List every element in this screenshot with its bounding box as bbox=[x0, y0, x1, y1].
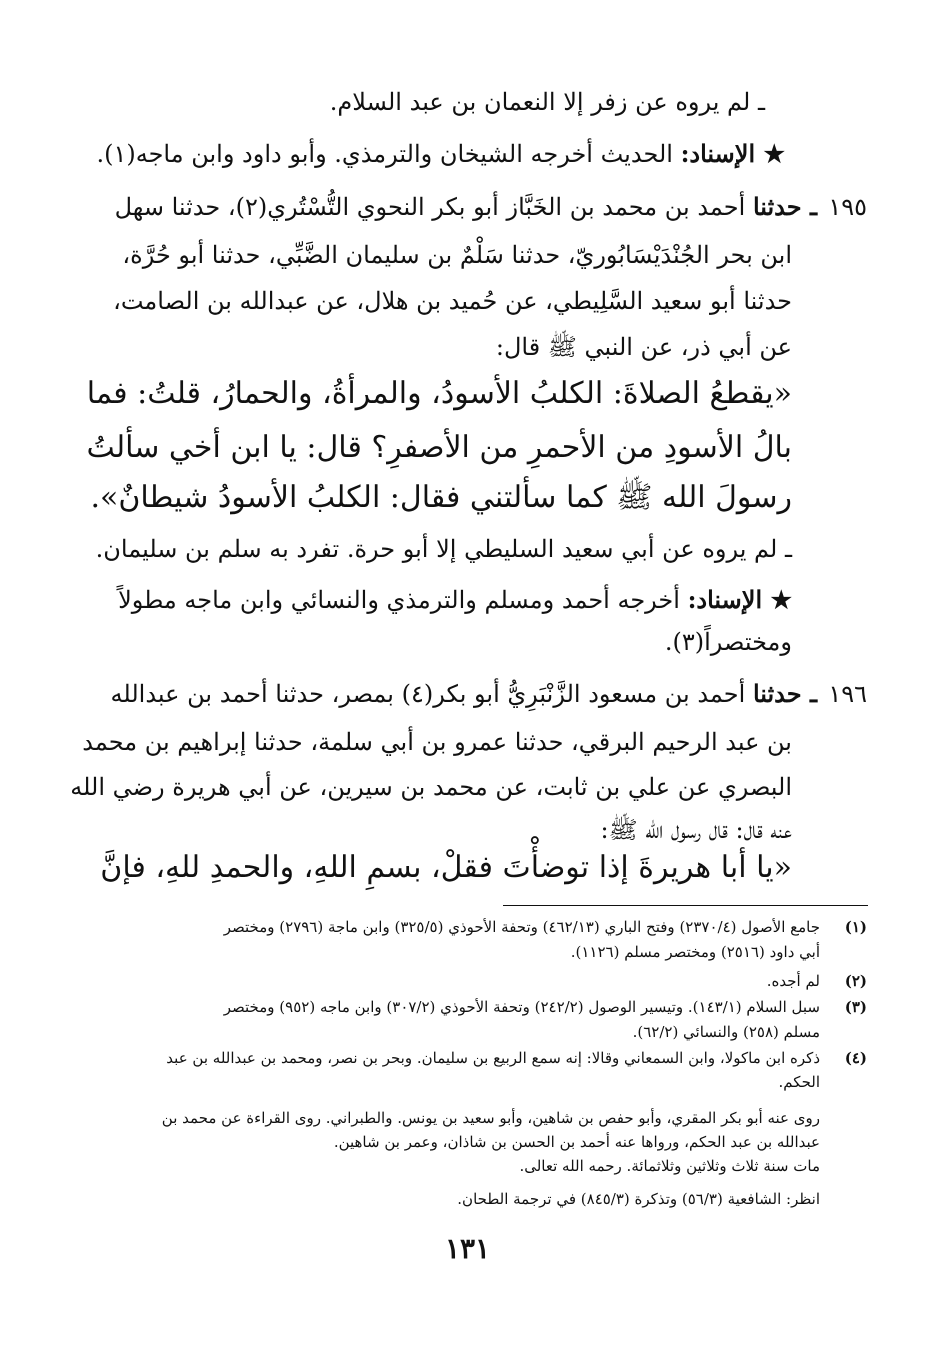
text-line: ابن بحر الجُنْدَيْسَابُوريّ، حدثنا سَلْمٌ بن سليمان الضَّبِّي، حدثنا أبو حُرَّة، bbox=[122, 241, 792, 269]
text-line: ـ حدثنا أحمد بن محمد بن الخَبَّاز أبو بكر النحوي التُّسْتُري(٢)، حدثنا سهل bbox=[114, 192, 817, 221]
footnote-line: ذكره ابن ماكولا، وابن السمعاني وقالا: إنه سمع الربيع بن سليمان. وبحر بن نصر، ومحمد بن عبدالله بن عبد bbox=[166, 1049, 820, 1067]
text-line: عن أبي ذر، عن النبي ﷺ قال: bbox=[495, 333, 792, 361]
text-line: البصري عن علي بن ثابت، عن محمد بن سيرين، عن أبي هريرة رضي الله bbox=[70, 773, 792, 801]
footnote-line: روى عنه أبو بكر المقري، وأبو حفص بن شاهين، وأبو سعيد بن يونس. والطبراني. روى القراءة عن محمد بن bbox=[161, 1109, 820, 1127]
text-line: عنه قال: قال رسول الله ﷺ: bbox=[600, 816, 792, 844]
hadith-number: ١٩٦ bbox=[828, 680, 867, 708]
footnote-line: انظر: الشافعية (٥٦/٣) وتذكرة (٨٤٥/٣) في ترجمة الطحان. bbox=[457, 1190, 820, 1208]
text-line: ـ حدثنا أحمد بن مسعود الزَّنْبَرِيُّ أبو بكر(٤) بمصر، حدثنا أحمد بن عبدالله bbox=[110, 679, 817, 708]
footnote-line: سبل السلام (١٤٣/١). وتيسير الوصول (٢٤٢/٢) وتحفة الأحوذي (٣٠٧/٢) وابن ماجه (٩٥٢) ومختصر bbox=[223, 998, 820, 1016]
footnote-line: مات سنة ثلاث وثلاثين وثلاثمائة. رحمه الله تعالى. bbox=[519, 1157, 820, 1175]
hadith-number: ١٩٥ bbox=[828, 193, 867, 221]
hadith-text-line: «يقطعُ الصلاةَ: الكلبُ الأسودُ، والمرأةُ، والحمارُ، قلتُ: فما bbox=[86, 376, 792, 411]
text-line: ★ الإسناد: أخرجه أحمد ومسلم والترمذي والنسائي وابن ماجه مطولاً bbox=[118, 585, 792, 614]
text-line: ★ الإسناد: الحديث أخرجه الشيخان والترمذي. وأبو داود وابن ماجه(١). bbox=[96, 139, 785, 168]
footnote-line: مسلم (٢٥٨) والنسائي (٦٢/٢). bbox=[632, 1023, 820, 1041]
text-line: ومختصراً(٣). bbox=[664, 628, 792, 656]
page-number: ١٣١ bbox=[444, 1232, 491, 1265]
text-line: بن عبد الرحيم البرقي، حدثنا عمرو بن أبي سلمة، حدثنا إبراهيم بن محمد bbox=[82, 728, 792, 756]
footnote-number: (٣) bbox=[844, 998, 867, 1016]
footnote-number: (٤) bbox=[844, 1049, 867, 1067]
text-line: ـ لم يروه عن زفر إلا النعمان بن عبد السلام. bbox=[329, 88, 765, 116]
footnote-line: عبدالله بن عبد الحكم، ورواها عنه أحمد بن الحسن بن شاذان، وعمر بن شاهين. bbox=[333, 1133, 820, 1151]
footnote-number: (٢) bbox=[844, 972, 867, 990]
footnote-line: أبي داود (٢٥١٦) ومختصر مسلم (١١٢٦). bbox=[570, 943, 820, 961]
text-line: حدثنا أبو سعيد السَّلِيطي، عن حُميد بن هلال، عن عبدالله بن الصامت، bbox=[113, 287, 792, 315]
isnad-label: ★ الإسناد: bbox=[680, 139, 785, 168]
footnote-line: جامع الأصول (٢٣٧٠/٤) وفتح الباري (٤٦٢/١٣) وتحفة الأحوذي (٣٢٥/٥) وابن ماجة (٢٧٩٦) ومختصر bbox=[223, 918, 820, 936]
isnad-label: ★ الإسناد: bbox=[687, 585, 792, 614]
hadith-text-line: «يا أبا هريرةَ إذا توضأْتَ فقلْ، بسمِ اللهِ، والحمدِ للهِ، فإنَّ bbox=[100, 850, 792, 885]
footnote-line: لم أجده. bbox=[766, 972, 820, 990]
text-line: ـ لم يروه عن أبي سعيد السليطي إلا أبو حرة. تفرد به سلم بن سليمان. bbox=[95, 535, 792, 563]
footnote-separator bbox=[503, 905, 868, 906]
hadith-text-line: رسولَ الله ﷺ كما سألتني فقال: الكلبُ الأسودُ شيطانٌ». bbox=[90, 480, 792, 515]
haddathana-label: ـ حدثنا bbox=[752, 679, 817, 708]
footnote-line: الحكم. bbox=[778, 1073, 820, 1091]
hadith-text-line: بالُ الأسودِ من الأحمرِ من الأصفرِ؟ قال: يا ابن أخي سألتُ bbox=[86, 430, 792, 465]
footnote-number: (١) bbox=[844, 918, 867, 936]
haddathana-label: ـ حدثنا bbox=[752, 192, 817, 221]
